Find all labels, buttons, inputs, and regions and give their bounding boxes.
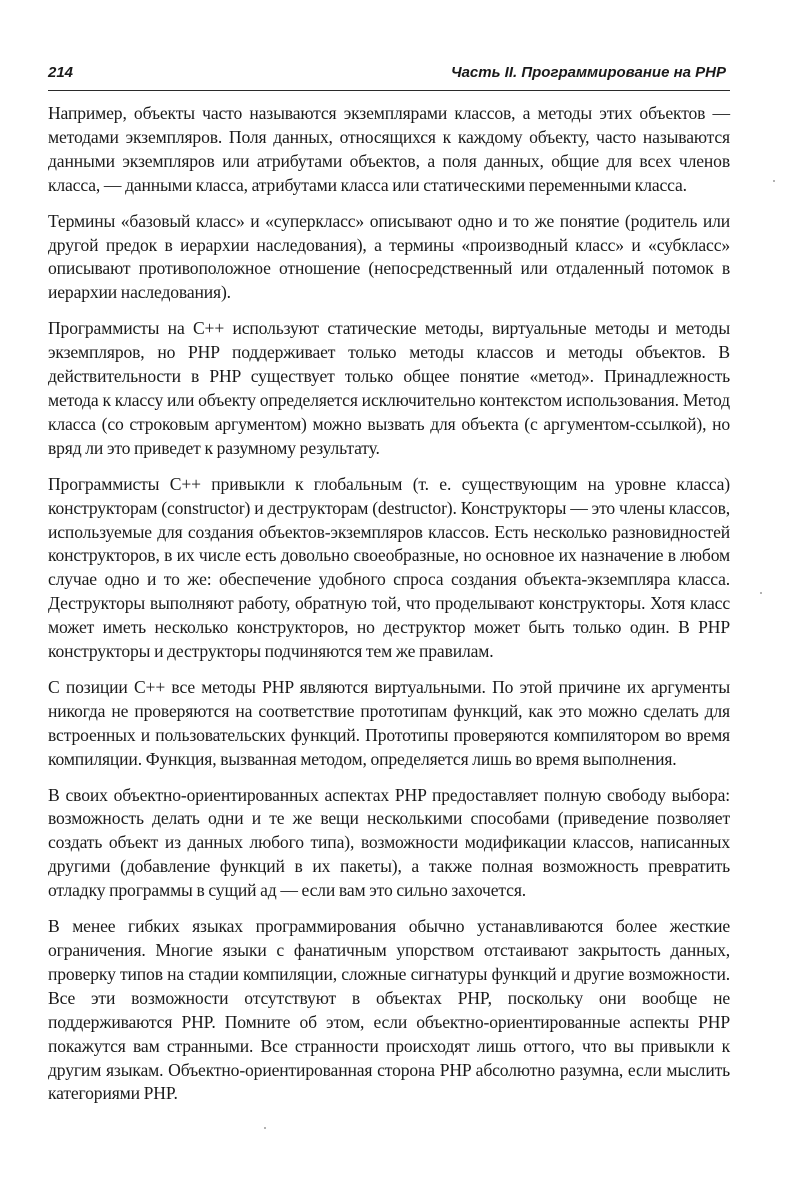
paragraph-less-flexible-languages: В менее гибких языках программирования обычно устанавливаются более жесткие ограничения. Многие языки с фанатичным упорством отстаивают закрытость данных, проверку типов на стадии компиляции, сложные сигнатуры функций и другие возможности. Все эти возможности отсутствуют в объектах PHP, поскольку они вообще не поддерживаются PHP. Помните об этом, если объектно-ориентированные аспекты PHP покажутся вам странными. Все странности происходят лишь оттого, что вы привыкли к другим языкам. Объектно-ориентированная сторона PHP абсолютно разумна, если мыслить категориями PHP. bbox=[48, 916, 730, 1104]
paragraph-freedom-of-choice: В своих объектно-ориентированных аспектах PHP предоставляет полную свободу выбора: возможность делать одни и те же вещи несколькими способами (приведение позволяет создать объект из данных любого типа), возможности модификации классов, написанных другими (добавление функций в их пакеты), а также полная возможность превратить отладку программы в сущий ад — если вам это сильно захочется. bbox=[48, 784, 730, 901]
scan-speck bbox=[760, 592, 762, 594]
paragraph-objects-instances: Например, объекты часто называются экземплярами классов, а методы этих объектов — методами экземпляров. Поля данных, относящихся к каждому объекту, часто называются данными экземпляров или атрибутами объектов, а поля данных, общие для всех членов класса, — данными класса, атрибутами класса или статическими переменными класса. bbox=[48, 103, 730, 195]
body-text bbox=[48, 102, 730, 1118]
scan-speck bbox=[264, 1127, 266, 1129]
scan-speck bbox=[773, 180, 775, 182]
paragraph-cpp-methods: Программисты на C++ используют статические методы, виртуальные методы и методы экземпляров, но PHP поддерживает только методы классов и методы объектов. В действительности в PHP существует только общее понятие «метод». Принадлежность метода к классу или объекту определяется исключительно контекстом использования. Метод класса (со строковым аргументом) можно вызвать для объекта (с аргументом-ссылкой), но вряд ли это приведет к разумному результату. bbox=[48, 318, 730, 458]
page-number: 214 bbox=[48, 64, 74, 81]
paragraph-constructors-destructors: Программисты C++ привыкли к глобальным (т. е. существующим на уровне класса) конструкторам (constructor) и деструкторам (destructor). Конструкторы — это члены классов, используемые для создания объектов-экземпляров классов. Есть несколько разновидностей конструкторов, в их числе есть довольно своеобразные, но основное их назначение в любом случае одно и то же: обеспечение удобного спроса создания объекта-экземпляра класса. Деструкторы выполняют работу, обратную той, что проделывают конструкторы. Хотя класс может иметь несколько конструкторов, но деструктор может быть только один. В PHP конструкторы и деструкторы подчиняются тем же правилам. bbox=[48, 473, 730, 662]
running-title: Часть II. Программирование на PHP bbox=[450, 64, 726, 81]
paragraph-virtual-methods: С позиции C++ все методы PHP являются виртуальными. По этой причине их аргументы никогда не проверяются на соответствие прототипам функций, как это можно сделать для встроенных и пользовательских функций. Прототипы проверяются компилятором во время компиляции. Функция, вызванная методом, определяется лишь во время выполнения. bbox=[48, 676, 730, 769]
page-header bbox=[48, 62, 730, 91]
paragraph-base-class-terms: Термины «базовый класс» и «суперкласс» описывают одно и то же понятие (родитель или другой предок в иерархии наследования), а термины «производный класс» и «субкласс» описывают противоположное отношение (непосредственный или отдаленный потомок в иерархии наследования). bbox=[48, 210, 730, 303]
